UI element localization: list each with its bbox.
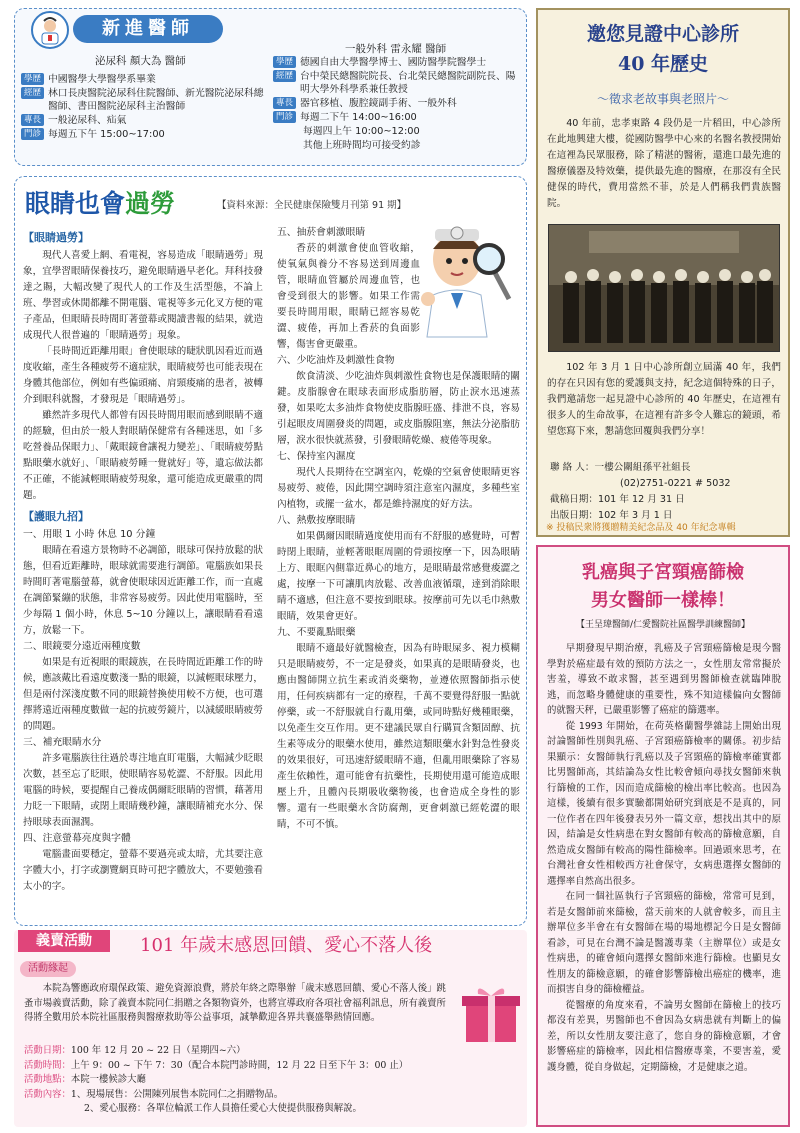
row-tag: 門診 [273, 111, 296, 123]
row-text: 器官移植、腹腔鏡副手術、一般外科 [300, 98, 457, 109]
history-invitation: 102 年 3 月 1 日中心診所創立屆滿 40 年，我們的存在只因有您的愛護與支持，紀念這個特殊的日子，我們邀請您一起見證中心診所的 40 年歷史，在這裡有很多人的生命故事，在這裡有許多令人難忘的鏡頭，希望您寫下來，懇請您回覆與我們分享！ [547, 362, 781, 437]
charity-line: 活動內容：1、現場展售：公開陳列展售本院同仁之捐贈物品。 [24, 1088, 284, 1100]
doctor-2-row [273, 56, 521, 69]
tip-heading: 九、不要亂點眼藥 [277, 627, 356, 638]
history-note: ※ 投稿民衆將獲贈精美紀念品及 40 年紀念專輯 [546, 523, 736, 533]
screening-article [536, 545, 790, 1127]
screening-byline: 【王呈瑋醫師/仁愛醫院社區醫學訓練醫師】 [575, 620, 751, 630]
doctor-magnifier-illustration [413, 209, 523, 339]
paragraph: 從 1993 年開始，在荷英格蘭醫學雜誌上開始出現討論醫師性別與乳癌、子宮頸癌篩檢率的關係。初步結果顯示：女醫師執行乳癌以及子宮頸癌的篩檢率確實都比男醫師高，其結論為女性比較會傾向尋找女醫師來執行篩檢的工作，因而造成篩檢的檢出率比較高。也因為這樣，後續有很多實驗都開始研究到底是不是真的，同一位作者在四年後發表另外一篇文章，想找出其中的原因，結論是女性病患在對女醫師有較高的篩檢意願，自然造成女醫師有較高的陽性篩檢率。回過頭來思考，在台灣社會女性相較西方社會保守，女病患選擇女醫師的選擇率自然高出很多。 [547, 720, 781, 887]
paragraph: 眼睛不適最好就醫檢查，因為有時眼屎多、視力模糊只是眼睛疲勞，不一定是發炎，如果真的是眼睛發炎，也應由醫師開立抗生素或消炎藥物，並遵依照醫師指示使用，任何疾病都有一定的療程，千萬不要覺得舒服一點就停藥，或一不舒服就自行亂用藥，或同時點好幾種眼藥，以免產生交互作用。更不建議民眾自行購買含類固醇、抗生素等成分的眼藥水使用，雖然這類眼藥水針對急性發炎的效果很好，可迅速舒緩眼睛不適，但亂用眼藥除了容易產生依賴性，還可能會有抗藥性，長期使用還可能造成眼壓上升，且體內長期吸收藥物後，也會造成全身性的影響。還有一些眼藥水含防腐劑，更會刺激已經乾澀的眼睛，不可不慎。 [277, 643, 520, 830]
row-tag: 經歷 [273, 70, 296, 82]
paragraph: 早期發現早期治療，乳癌及子宮頸癌篩檢是現今醫學對於癌症最有效的預防方法之一，女性朋友常常擬於害羞，導致不敢求醫，甚至遇到男醫師檢查就臨陣脫逃，而忽略身體健康的重要性，殊不知這樣偏向女醫師的就醫天秤，已嚴重影響了癌症的篩選率。 [547, 643, 781, 716]
row-text: 每週二下午 14:00~16:00 [300, 112, 417, 123]
paragraph: 現代人長期待在空調室內，乾燥的空氣會使眼睛更容易疲勞、疲倦，因此開空調時須注意室內濕度，多種些室內植物，或擺一盆水，都是維持濕度的好方法。 [277, 467, 520, 510]
article-title: 眼睛也會過勞 [25, 189, 176, 218]
paragraph: 香菸的刺激會使血管收縮，使氧氣與養分不容易送到周邊血管，眼睛血管屬於周邊血管，也會受到很大的影響。如果工作需要長時間用眼，眼睛已經容易乾澀、疲倦，再加上香菸的負面影響，傷害會更嚴重。 [277, 243, 420, 350]
row-text: 一般泌尿科、疝氣 [48, 115, 127, 126]
paragraph: 許多電腦族往往過於專注地直盯電腦，大幅減少眨眼次數，甚至忘了眨眼，使眼睛容易乾澀、不舒服。因此用電腦的時候，要提醒自己養成偶爾眨眼睛的習慣，藉著用力眨一下眼睛，或閉上眼睛幾秒鐘，讓眼睛補充水分、保持眼球表面濕潤。 [23, 753, 263, 829]
phone-line: (02)2751-0221 # 5032 [620, 478, 731, 489]
paragraph: 雖然許多現代人都曾有因長時間用眼而感到眼睛不適的經驗，但由於一般人對眼睛保健常有各種迷思，如「多吃營養品保眼力」、「戴眼鏡會讓視力變差」、「眼睛疲勞點點眼藥水就好」、「眼睛疲勞睡一覺就好」等，遺忘做法都不正確，不能減輕眼睛疲勞現象，還可能造成更嚴重的問題。 [23, 410, 263, 502]
charity-line: 2、愛心服務：各單位輪派工作人員擔任愛心大使提供服務與解說。 [84, 1103, 362, 1114]
tip-heading: 一、用眼 1 小時 休息 10 分鐘 [23, 529, 156, 541]
contact-line: 聯 絡 人：一樓公關組孫平社組長 [550, 462, 691, 473]
screening-body [547, 641, 781, 1075]
paragraph: 現代人喜愛上網、看電視，容易造成「眼睛過勞」現象，宜學習眼睛保養技巧，避免眼睛過早老化。拜科技發達之賜，大幅改變了現代人的工作及生活型態，不論上班、學習或休閒都離不開電腦、電視等多元化叉方便的電子產品，但眼睛長時間盯著螢幕或閱讀書報的結果，就造成現代人很普遍的「眼睛過勞」現象。 [23, 250, 263, 342]
paragraph: 如果是有近視眼的眼鏡族，在長時間近距離工作的時候，應該戴比看遠度數淺一點的眼鏡，以減輕眼球壓力，但是兩付深淺度數不同的眼鏡替換使用較不方便，也可選擇將遠近兩種度數做一起的抗疲勞鏡片，以減緩眼睛疲勞的問題。 [23, 657, 263, 733]
subheading: 【護眼九招】 [23, 510, 89, 524]
doctor-2-extra: 每週四上午 10:00~12:00 [303, 126, 420, 137]
row-tag: 學歷 [21, 73, 44, 85]
doctor-1-name: 泌尿科 顏大為 醫師 [95, 55, 186, 67]
paragraph: 如果偶爾因眼睛過度使用而有不舒服的感覺時，可暫時閉上眼睛，並輕著眼眶周圍的骨頭按摩一下，因為眼睛上方、眼眶內側靠近鼻心的地方，是眼睛最常感覺痠澀之處，按摩一下可讓肌肉放鬆、改善血液循環，達到消除眼睛不適感，但注意不要按到眼球。按摩前可先以毛巾熱敷眼睛，效果會更好。 [277, 531, 520, 622]
charity-intro: 本院為響應政府環保政策、避免資源浪費，將於年終之際舉辦「歲末感恩回饋、愛心不落人後」跳蚤市場義賣活動，除了義賣本院同仁捐贈之各類物資外，也將宣導政府各項社會福利訊息，所有義賣所得將全數用於本院社區服務與醫療救助等公益事項，誠摯歡迎各界共襄盛舉熱情回應。 [24, 983, 446, 1023]
doctor-1-row [21, 128, 266, 141]
doctor-2-extra: 其他上班時間均可接受約診 [303, 140, 421, 151]
charity-line: 活動時間：上午 9：00 ~ 下午 7：30（配合本院門診時間，12 月 22 日至下午 3：00 止） [24, 1059, 409, 1071]
doctor-2-row [273, 70, 521, 96]
paragraph: 眼睛在看遠方景物時不必調節，眼球可保持放鬆的狀態，但看近距離時，眼球就需要進行調節。電腦族如果長時間盯著電腦螢幕，就會使眼球因近距離工作，而一直處在調節緊繃的狀態，非常容易疲勞。因此使用電腦時，至少每隔 1 個小時，休息 5~10 分鐘以上，讓眼睛看看遠方，放鬆一下。 [23, 545, 263, 637]
paragraph: 飲食清淡、少吃油炸與刺激性食物也是保護眼睛的關鍵。皮脂腺會在眼球表面形成脂肪層，防止淚水迅速蒸發，如果吃太多油炸食物使皮脂腺旺盛、排泄不良，容易引起眼皮周圍發炎的問題，或皮脂腺阻塞，無法分泌脂肪層，淚水很快就蒸發，引發眼睛乾燥、疲倦等現象。 [277, 371, 520, 446]
charity-title: 101 年歲末感恩回饋、愛心不落人後 [140, 935, 433, 956]
doctor-1-row [21, 114, 266, 127]
doctor-logo-icon [31, 11, 69, 49]
row-text: 德國自由大學醫學博士、國防醫學院醫學士 [300, 57, 487, 68]
article-source: 【資料來源：全民健康保險雙月刊第 91 期】 [217, 200, 407, 211]
paragraph: 電腦畫面要穩定，螢幕不要過亮或太暗，尤其要注意字體大小，打字或瀏覽網頁時可把字體放大，不要勉強看太小的字。 [23, 849, 263, 893]
charity-line: 活動地點：本院一樓候診大廳 [24, 1074, 146, 1085]
doctor-2-row [273, 97, 521, 110]
row-tag: 學歷 [273, 56, 296, 68]
history-intro: 40 年前，忠孝東路 4 段仍是一片稻田，中心診所在此地興建大樓，從國防醫學中心來的名醫名教授開始在這裡為民眾服務，除了精湛的醫術，還進口最先進的醫療儀器及特效藥，提供最先進的醫療，在那沒有全民健保的時代，費用當然不菲，於是人們稱我們貴族醫院。 [547, 118, 781, 209]
gift-box-icon [460, 982, 522, 1044]
screening-title-1: 乳癌與子宮頸癌篩檢 [582, 562, 744, 583]
paragraph: 在同一個社區執行子宮頸癌的篩檢，常常可見到，若是女醫師前來篩檢，當天前來的人就會較多，而且主辦單位多半會在有女醫師在場的場地標記今日是女醫師看診，可見在台灣不論是醫護專業（主辦單位）或是女性病患，的確會傾向選擇女醫師來進行篩檢。也顯見女性朋友的篩檢意願，的確會影響篩檢出癌症的機率，進而損害自身的篩檢權益。 [547, 891, 781, 995]
paragraph: 從醫療的角度來看，不論男女醫師在篩檢上的技巧都沒有差異，男醫師也不會因為女病患就有判斷上的偏差，所以女性朋友要注意了，您自身的篩檢意願，才會影響癌症的篩檢率，因此相信醫療專業，不要害羞，愛護身體，從自身做起，定期篩檢，才是健康之道。 [547, 999, 781, 1073]
doctor-2-name: 一般外科 雷永耀 醫師 [345, 43, 447, 55]
charity-details [24, 1044, 479, 1117]
subheading: 【眼睛過勞】 [23, 231, 89, 244]
origin-label: 活動緣起 [20, 961, 76, 977]
history-subtitle: ～徵求老故事與老照片～ [596, 92, 729, 106]
eye-article [14, 176, 527, 926]
screening-title-2: 男女醫師一樣棒！ [591, 590, 735, 611]
history-title-2: 40 年歷史 [617, 53, 709, 75]
deadline-line: 截稿日期：101 年 12 月 31 日 [550, 494, 685, 505]
new-doctors-box [14, 8, 527, 166]
row-text: 每週五下午 15:00~17:00 [48, 129, 165, 140]
history-contact [550, 460, 780, 524]
doctor-1-details [21, 73, 266, 142]
paragraph: 「長時間近距離用眼」會使眼球的睫狀肌因看近而過度收縮，產生各種疲勞不適症狀，眼睛疲勞也可能表現在身體其他部位，例如有些偏頭痛、肩頸痠痛的患者，被轉介到眼科就醫，才發現是「眼睛過勞」。 [23, 346, 263, 406]
history-box [536, 8, 790, 537]
row-text: 台中榮民總醫院院長、台北榮民總醫院副院長、陽明大學外科學系兼任教授 [300, 71, 516, 95]
tip-heading: 二、眼鏡要分遠近兩種度數 [23, 641, 141, 653]
charity-sale-section [14, 930, 527, 1127]
doctor-2-row [273, 111, 521, 124]
tip-heading: 八、熱敷按摩眼睛 [277, 515, 356, 526]
doctor-1-row [21, 87, 266, 113]
doctor-1-row [21, 73, 266, 86]
row-tag: 專長 [21, 114, 44, 126]
row-text: 林口長庚醫院泌尿科住院醫師、新光醫院泌尿科總醫師、書田醫院泌尿科主治醫師 [48, 88, 264, 112]
row-text: 中國醫學大學醫學系畢業 [48, 74, 156, 85]
row-tag: 專長 [273, 97, 296, 109]
eye-left-column [23, 225, 263, 895]
tip-heading: 六、少吃油炸及刺激性食物 [277, 355, 395, 366]
publish-line: 出版日期：102 年 3 月 1 日 [550, 510, 673, 521]
tip-heading: 四、注意螢幕亮度與字體 [23, 833, 131, 845]
doctor-2-details [273, 56, 521, 153]
charity-badge: 義賣活動 [18, 930, 110, 952]
historical-group-photo [548, 224, 780, 352]
row-tag: 門診 [21, 128, 44, 140]
charity-line: 活動日期：100 年 12 月 20 ~ 22 日（星期四~六） [24, 1045, 246, 1056]
section-title-new-doctors: 新進醫師 [73, 15, 223, 43]
tip-heading: 五、抽菸會刺激眼睛 [277, 227, 366, 238]
tip-heading: 三、補充眼睛水分 [23, 737, 102, 749]
history-title-1: 邀您見證中心診所 [586, 23, 739, 45]
tip-heading: 七、保持室內濕度 [277, 451, 356, 462]
row-tag: 經歷 [21, 87, 44, 99]
